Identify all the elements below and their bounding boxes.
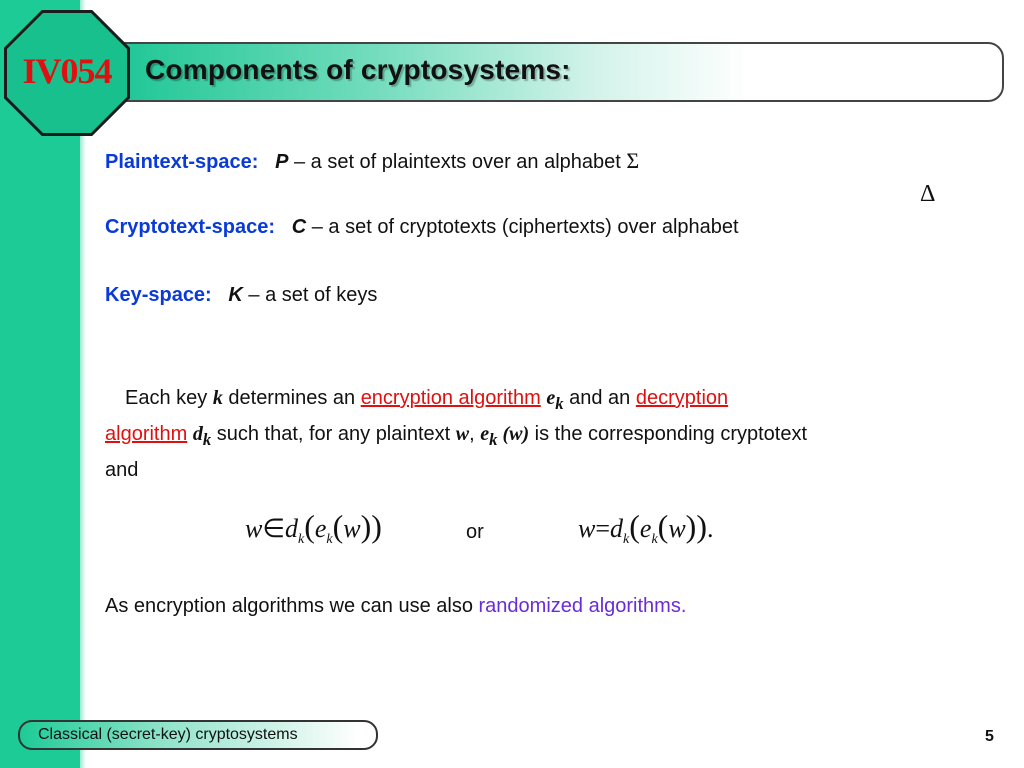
- formula-membership: $w\in d_k(e_k(w))$: [245, 508, 382, 548]
- cryptotext-space-line: [105, 216, 739, 239]
- course-code: IV054: [22, 51, 112, 91]
- slide-title: Components of cryptosystems:: [145, 54, 571, 85]
- dk-symbol: $d_k$: [192, 423, 212, 449]
- para-text-6: and: [105, 459, 139, 481]
- cryptotext-symbol: C: [291, 216, 307, 238]
- plaintext-space-label: Plaintext-space:: [105, 151, 259, 173]
- footer-text: Classical (secret-key) cryptosystems: [38, 726, 298, 743]
- plaintext-symbol: P: [275, 151, 289, 173]
- last-line-text: As encryption algorithms we can use also: [105, 595, 479, 617]
- formula-equality: $w=d_k(e_k(w))$.: [578, 508, 714, 548]
- para-text-2: determines an: [222, 387, 361, 409]
- ek-symbol: $e_k$: [546, 387, 564, 413]
- para-text-1: Each key: [125, 387, 213, 409]
- key-space-line: [105, 284, 377, 307]
- key-algorithm-paragraph: [105, 383, 1005, 485]
- para-text-5: is the corresponding cryptotext: [529, 423, 808, 445]
- para-text-3: and an: [563, 387, 636, 409]
- key-description: – a set of keys: [242, 284, 378, 306]
- sigma-symbol: Σ: [626, 148, 640, 173]
- or-text: or: [466, 521, 484, 543]
- key-symbol: K: [228, 284, 243, 306]
- page-number: 5: [985, 728, 994, 745]
- para-text-4: such that, for any plaintext: [211, 423, 456, 445]
- plaintext-space-line: [105, 148, 639, 174]
- key-var: k: [212, 387, 223, 409]
- plaintext-description: – a set of plaintexts over an alphabet: [288, 151, 627, 173]
- decryption-algorithm-link-cont[interactable]: algorithm: [105, 423, 188, 445]
- decryption-algorithm-link[interactable]: decryption: [635, 387, 729, 409]
- randomized-algorithms-text: randomized algorithms.: [478, 595, 687, 617]
- delta-symbol: Δ: [920, 181, 936, 207]
- para-comma: ,: [469, 423, 481, 445]
- randomized-algorithms-line: [105, 595, 686, 618]
- key-space-label: Key-space:: [105, 284, 212, 306]
- cryptotext-description: – a set of cryptotexts (ciphertexts) over alphabet: [306, 216, 739, 238]
- cryptotext-space-label: Cryptotext-space:: [105, 216, 276, 238]
- encryption-algorithm-link[interactable]: encryption algorithm: [360, 387, 541, 409]
- w-var: w: [455, 423, 470, 445]
- ekw-symbol: $e_k$ (w): [480, 423, 530, 449]
